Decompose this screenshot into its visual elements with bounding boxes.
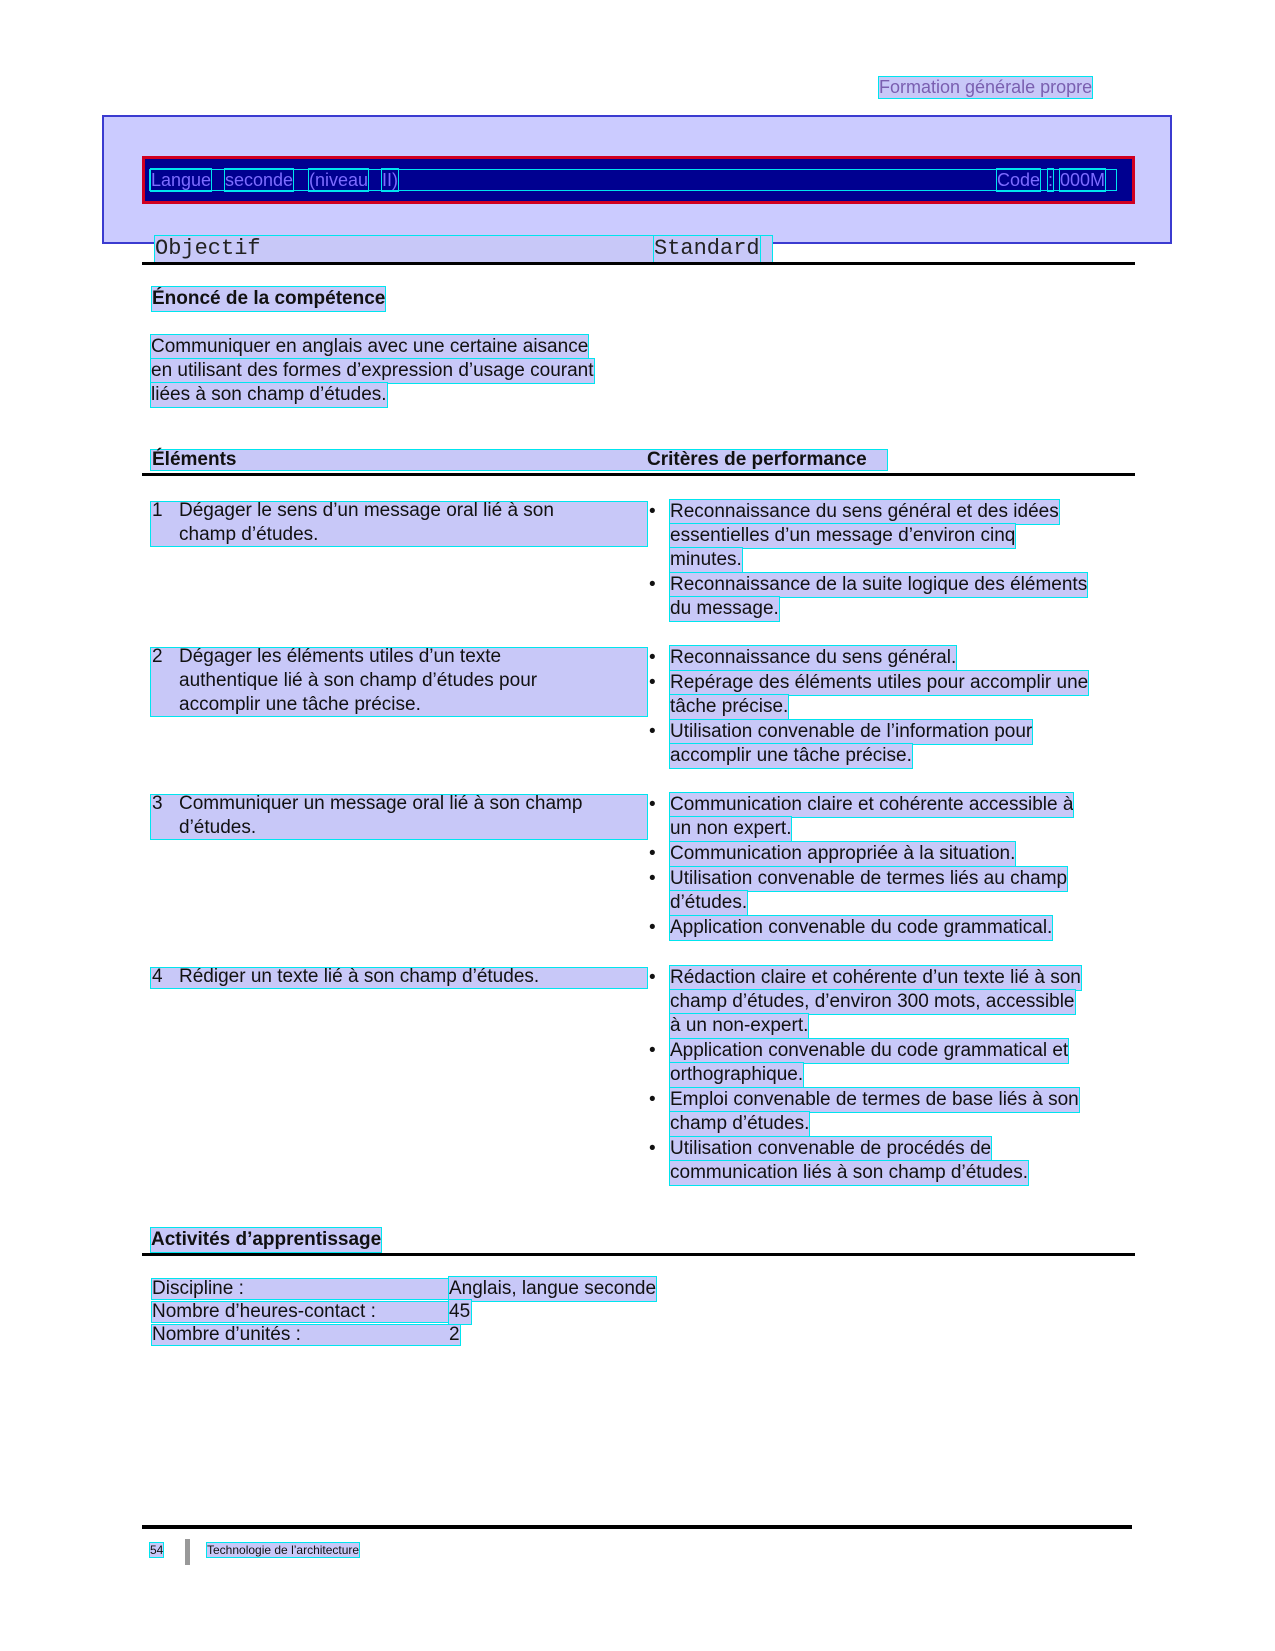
course-code-value: 000M: [1060, 170, 1106, 190]
competence-heading: Énoncé de la compétence: [152, 288, 386, 309]
element-number: 4: [152, 966, 163, 987]
bullet-icon: •: [649, 868, 656, 889]
criterion-line: communication liés à son champ d’études.: [670, 1162, 1029, 1183]
bullet-icon: •: [649, 501, 656, 522]
title-bar-inner: [149, 169, 1117, 191]
criterion-line: champ d’études.: [670, 1113, 810, 1134]
bullet-icon: •: [649, 967, 656, 988]
bullet-icon: •: [649, 672, 656, 693]
bullet-icon: •: [649, 574, 656, 595]
bullet-icon: •: [649, 843, 656, 864]
course-title-word: seconde: [225, 170, 294, 190]
element-text-line: Communiquer un message oral lié à son champ: [179, 793, 583, 814]
column-heading-standard: Standard: [654, 236, 760, 261]
bullet-icon: •: [649, 1089, 656, 1110]
criterion-line: Emploi convenable de termes de base liés à son: [670, 1089, 1079, 1110]
competence-line: en utilisant des formes d’expression d’usage courant: [151, 360, 594, 381]
bullet-icon: •: [649, 1138, 656, 1159]
element-text-line: accomplir une tâche précise.: [179, 694, 421, 715]
competence-line: Communiquer en anglais avec une certaine aisance: [151, 336, 589, 357]
criterion-line: du message.: [670, 598, 779, 619]
activities-heading: Activités d’apprentissage: [151, 1229, 382, 1250]
course-title-word: II): [382, 170, 398, 190]
element-number: 1: [152, 500, 163, 521]
criterion-line: Application convenable du code grammatical et: [670, 1040, 1069, 1061]
criterion-line: Utilisation convenable de termes liés au champ: [670, 868, 1068, 889]
elements-heading: Éléments: [152, 449, 237, 470]
criterion-line: Repérage des éléments utiles pour accomplir une: [670, 672, 1089, 693]
course-code-label: Code: [997, 170, 1041, 190]
course-title-word: Langue: [151, 170, 212, 190]
bullet-icon: •: [649, 721, 656, 742]
activity-value: 2: [449, 1324, 460, 1345]
criterion-line: Reconnaissance du sens général.: [670, 647, 957, 668]
criterion-line: essentielles d’un message d’environ cinq: [670, 525, 1016, 546]
table-heading-rule: [142, 473, 1135, 476]
footer-document-title: Technologie de l’architecture: [207, 1543, 360, 1557]
criterion-line: à un non-expert.: [670, 1015, 809, 1036]
column-heading-objectif: Objectif: [155, 236, 772, 262]
criteria-heading: Critères de performance: [647, 449, 867, 470]
bullet-icon: •: [649, 647, 656, 668]
course-title-word: (niveau: [309, 170, 369, 190]
activity-label: Nombre d’unités :: [152, 1324, 301, 1345]
criterion-line: d’études.: [670, 892, 748, 913]
heading-rule: [142, 262, 1135, 265]
criterion-line: accomplir une tâche précise.: [670, 745, 912, 766]
criterion-line: champ d’études, d’environ 300 mots, accessible: [670, 991, 1075, 1012]
criterion-line: Reconnaissance du sens général et des idées: [670, 501, 1059, 522]
criterion-line: tâche précise.: [670, 696, 789, 717]
criterion-line: Reconnaissance de la suite logique des éléments: [670, 574, 1088, 595]
element-text-line: authentique lié à son champ d’études pour: [179, 670, 538, 691]
criterion-line: Utilisation convenable de l’information pour: [670, 721, 1033, 742]
competence-line: liées à son champ d’études.: [151, 384, 387, 405]
element-text-line: d’études.: [179, 817, 257, 838]
criterion-line: un non expert.: [670, 818, 792, 839]
criterion-line: minutes.: [670, 549, 742, 570]
activity-value: 45: [449, 1301, 471, 1322]
activity-value: Anglais, langue seconde: [449, 1278, 657, 1299]
footer-separator: [185, 1539, 190, 1565]
criterion-line: Communication claire et cohérente accessible à: [670, 794, 1074, 815]
criterion-line: Utilisation convenable de procédés de: [670, 1138, 992, 1159]
element-text-line: Dégager le sens d’un message oral lié à son: [179, 500, 554, 521]
activity-label: Nombre d’heures-contact :: [152, 1301, 376, 1322]
criterion-line: Rédaction claire et cohérente d’un texte lié à son: [670, 967, 1081, 988]
course-code-colon: :: [1048, 170, 1054, 190]
criterion-line: Communication appropriée à la situation.: [670, 843, 1016, 864]
footer-rule: [142, 1525, 1132, 1529]
element-text-line: Rédiger un texte lié à son champ d’études.: [179, 966, 540, 987]
element-number: 3: [152, 793, 163, 814]
bullet-icon: •: [649, 794, 656, 815]
bullet-icon: •: [649, 917, 656, 938]
activity-label: Discipline :: [152, 1278, 244, 1299]
running-header: Formation générale propre: [879, 77, 1093, 97]
bullet-icon: •: [649, 1040, 656, 1061]
element-text-line: Dégager les éléments utiles d’un texte: [179, 646, 502, 667]
element-number: 2: [152, 646, 163, 667]
criterion-line: Application convenable du code grammatical.: [670, 917, 1053, 938]
element-text-line: champ d’études.: [179, 524, 319, 545]
criterion-line: orthographique.: [670, 1064, 804, 1085]
activities-rule: [142, 1253, 1135, 1256]
footer-page-number: 54: [150, 1543, 164, 1557]
